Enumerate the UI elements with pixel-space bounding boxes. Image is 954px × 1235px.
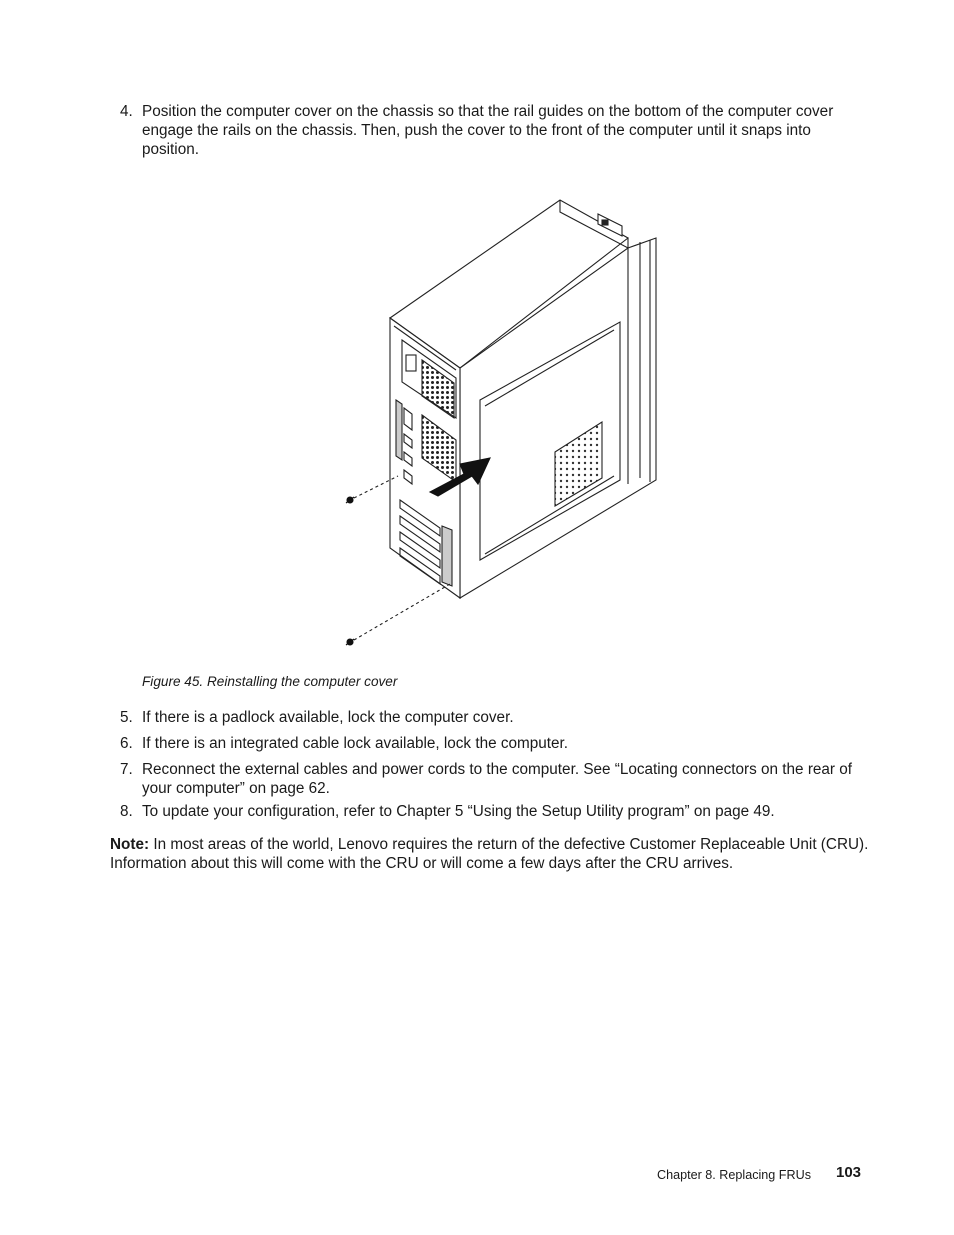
step-8: [113, 802, 853, 821]
step-text: Position the computer cover on the chassis so that the rail guides on the bottom of the computer cover engage the rails on the chassis. Then, push the cover to the front of the computer until it snaps into position.: [142, 103, 834, 158]
page-number: 103: [836, 1164, 862, 1181]
step-4: [113, 102, 853, 159]
note-text: In most areas of the world, Lenovo requires the return of the defective Customer Replaceable Unit (CRU). Information about this will come with the CRU or will come a few days after the CRU arrives.: [110, 836, 869, 872]
step-number: 6.: [120, 735, 133, 752]
step-6: [113, 734, 853, 753]
step-7: [113, 760, 853, 798]
step-5: [113, 708, 853, 727]
note-label: Note:: [110, 836, 150, 853]
step-text: If there is an integrated cable lock available, lock the computer.: [142, 735, 569, 752]
footer-chapter: Chapter 8. Replacing FRUs: [657, 1168, 811, 1182]
step-text: If there is a padlock available, lock the computer cover.: [142, 709, 514, 726]
computer-cover-figure: [330, 190, 670, 660]
note-paragraph: [110, 835, 870, 873]
figure-caption: Figure 45. Reinstalling the computer cover: [142, 674, 398, 689]
step-number: 5.: [120, 709, 133, 726]
step-number: 8.: [120, 803, 133, 820]
step-text: To update your configuration, refer to Chapter 5 “Using the Setup Utility program” on page 49.: [142, 803, 775, 820]
step-number: 4.: [120, 103, 133, 120]
step-number: 7.: [120, 761, 133, 778]
step-text: Reconnect the external cables and power cords to the computer. See “Locating connectors on the rear of your computer” on page 62.: [142, 761, 853, 797]
